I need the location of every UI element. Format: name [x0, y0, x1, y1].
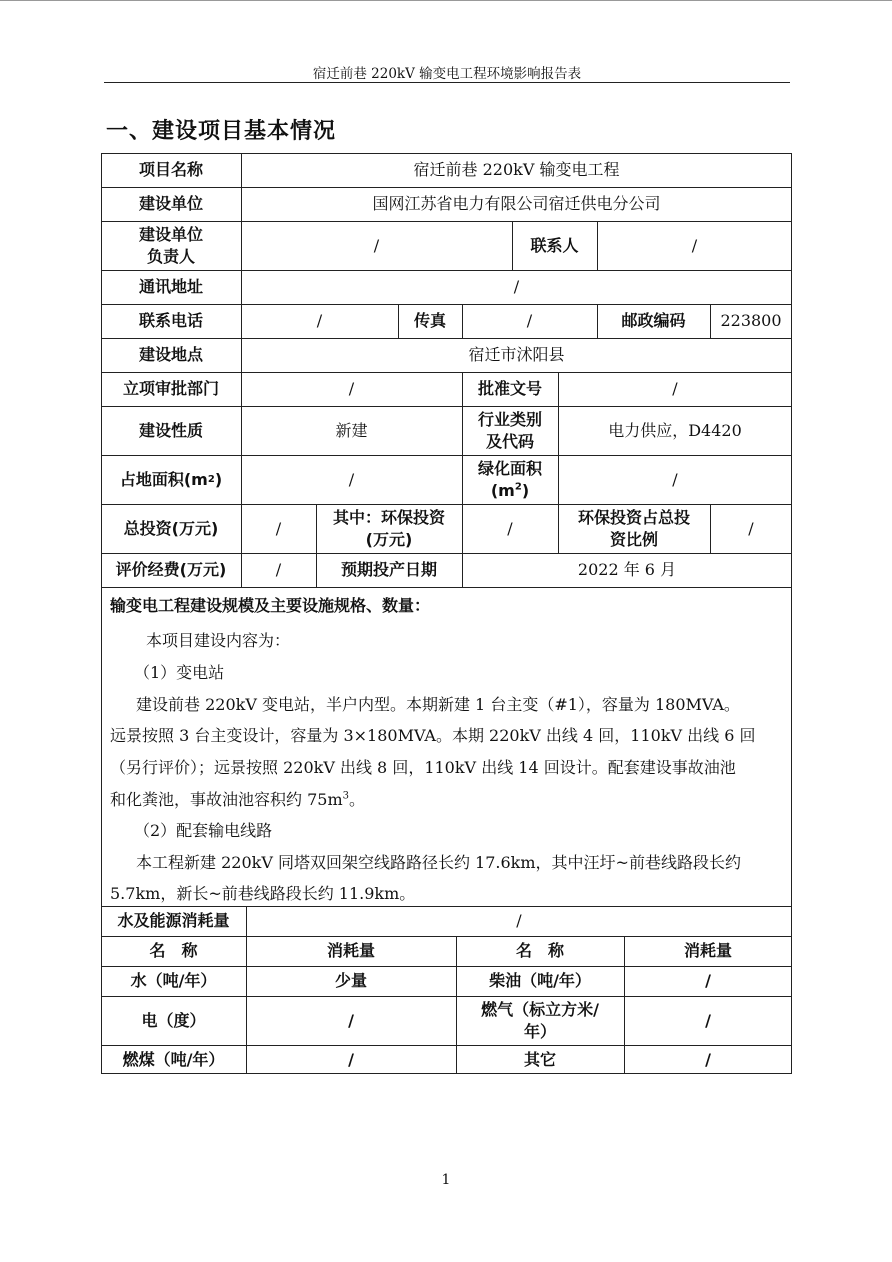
fax-value: /	[526, 311, 533, 330]
scale-p1-line1: 建设前巷 220kV 变电站，半户内型。本期新建 1 台主变（#1），容量为 180MVA。	[136, 695, 740, 714]
approval-no-label: 批准文号	[477, 379, 542, 398]
col-header-name-2: 名 称	[515, 941, 564, 960]
env-invest-value: /	[507, 518, 513, 538]
approval-no-value: /	[672, 379, 678, 398]
invest-label: 总投资(万元)	[123, 518, 219, 538]
address-label: 通讯地址	[138, 277, 203, 296]
scale-p1-line3: （另行评价）；远景按照 220kV 出线 8 回，110kV 出线 14 回设计。配套建设事故油池	[110, 758, 736, 777]
other-value: /	[705, 1049, 711, 1069]
nature-label: 建设性质	[138, 420, 203, 440]
area-label: 占地面积(m 2 )	[119, 469, 223, 489]
scale-p2-line2: 5.7km，新长~前巷线路段长约 11.9km。	[110, 884, 416, 903]
builder-value: 国网江苏省电力有限公司宿迁供电分公司	[372, 194, 661, 213]
consumption-label: 水及能源消耗量	[117, 911, 230, 930]
consumption-value: /	[516, 911, 522, 930]
nature-value: 新建	[335, 420, 368, 440]
gas-label	[456, 996, 624, 1045]
industry-label-line1: 行业类别	[477, 409, 542, 429]
gas-label-line2: 年）	[523, 1021, 556, 1041]
responsible-label	[101, 221, 241, 270]
env-ratio-label-line2: 资比例	[609, 529, 658, 549]
header-rule	[104, 82, 790, 83]
area-value: /	[348, 469, 355, 489]
contact-label: 联系人	[530, 235, 579, 255]
gas-label-line1: 燃气（标立方米/	[481, 999, 599, 1019]
green-label-sup: 2	[514, 481, 522, 493]
env-invest-label	[316, 504, 462, 553]
env-invest-label-line2: (万元)	[365, 529, 413, 549]
area-label-text: 占地面积(m	[119, 469, 208, 489]
scale-p1-line4-text: 和化粪池，事故油池容积约 75m	[110, 790, 343, 809]
scale-p1-line2: 远景按照 3 台主变设计，容量为 3×180MVA。本期 220kV 出线 4 回，110kV 出线 6 回	[110, 726, 756, 745]
location-label: 建设地点	[138, 345, 203, 364]
running-header: 宿迁前巷 220kV 输变电工程环境影响报告表	[312, 66, 582, 82]
page-top-edge	[0, 0, 892, 1]
industry-label-line2: 及代码	[485, 431, 534, 451]
scale-p2-line1: 本工程新建 220kV 同塔双回架空线路路径长约 17.6km，其中汪圩~前巷线路段长约	[136, 853, 741, 872]
env-ratio-label	[558, 504, 710, 553]
scale-p1-line4-end: 。	[349, 790, 366, 809]
location-value: 宿迁市沭阳县	[468, 345, 565, 364]
address-value: /	[513, 277, 520, 296]
green-label	[462, 455, 558, 504]
phone-label: 联系电话	[138, 311, 203, 330]
col-header-amount: 消耗量	[326, 941, 375, 960]
scale-sub2: （2）配套输电线路	[134, 821, 273, 840]
water-value: 少量	[334, 971, 367, 990]
other-label: 其它	[523, 1049, 556, 1069]
green-label-line1: 绿化面积	[477, 458, 542, 478]
postcode-value: 223800	[720, 311, 782, 330]
row-line	[101, 587, 792, 588]
project-name-label: 项目名称	[138, 160, 203, 179]
coal-value: /	[348, 1049, 354, 1069]
contact-value: /	[691, 235, 698, 255]
area-label-close: )	[214, 469, 223, 489]
green-label-line2	[491, 480, 529, 502]
approval-dept-label: 立项审批部门	[122, 379, 219, 398]
col-header-name: 名 称	[149, 941, 198, 960]
water-label: 水（吨/年）	[130, 971, 217, 990]
postcode-label: 邮政编码	[621, 311, 686, 330]
section-title: 一、建设项目基本情况	[106, 119, 337, 144]
expected-date-label: 预期投产日期	[340, 560, 437, 579]
fax-label: 传真	[413, 311, 446, 330]
industry-value: 电力供应，D4420	[608, 420, 742, 440]
coal-label: 燃煤（吨/年）	[122, 1049, 225, 1069]
industry-label	[462, 406, 558, 455]
scale-intro: 本项目建设内容为：	[146, 631, 291, 650]
env-invest-label-line1: 其中：环保投资	[332, 507, 445, 527]
scale-heading: 输变电工程建设规模及主要设施规格、数量：	[110, 596, 431, 615]
builder-label: 建设单位	[138, 194, 203, 213]
eval-fee-label: 评价经费(万元)	[115, 560, 227, 579]
env-ratio-label-line1: 环保投资占总投	[577, 507, 690, 527]
phone-value: /	[316, 311, 323, 330]
green-value: /	[672, 469, 678, 489]
expected-date-value: 2022 年 6 月	[577, 560, 677, 579]
scale-p1-line4-sup: 3	[342, 790, 349, 802]
diesel-label: 柴油（吨/年）	[489, 971, 591, 990]
gas-value: /	[705, 1010, 711, 1030]
green-label-close: )	[521, 480, 530, 500]
eval-fee-value: /	[275, 560, 282, 579]
col-header-amount-2: 消耗量	[683, 941, 732, 960]
env-ratio-value: /	[748, 518, 754, 538]
approval-dept-value: /	[348, 379, 355, 398]
scale-sub1: （1）变电站	[134, 663, 225, 682]
project-name-value: 宿迁前巷 220kV 输变电工程	[413, 160, 620, 179]
responsible-value: /	[373, 235, 380, 255]
power-value: /	[348, 1010, 354, 1030]
responsible-label-line1: 建设单位	[138, 224, 203, 244]
invest-value: /	[275, 518, 282, 538]
green-label-unit: (m	[490, 480, 515, 500]
responsible-label-line2: 负责人	[146, 246, 195, 266]
scale-p1-line4	[110, 784, 365, 816]
power-label: 电（度）	[141, 1010, 206, 1030]
diesel-value: /	[705, 971, 711, 990]
page-number: 1	[441, 1172, 451, 1188]
